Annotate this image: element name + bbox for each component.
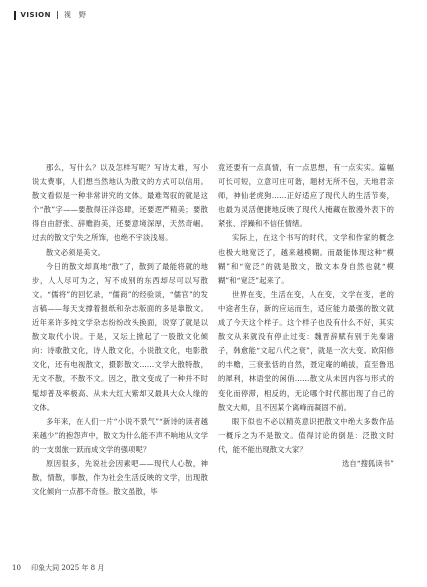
header-subsection: 视 野 [63, 11, 87, 19]
paragraph: 实际上，在这个书写的时代，文学和作家的概念也极大地宽泛了，越来越模糊。而最能体现这种“模糊”和“宽泛”的就是散文，散文本身自然也就“模糊”和“宽泛”起来了。 [218, 233, 394, 285]
paragraph: 多年来，在人们一片“小说不景气”“新诗的读者越来越少”的抱怨声中，散文为什么能不声不响地从文学的一支弱旅一跃而成文学的强项呢？ [32, 416, 208, 454]
right-column [218, 161, 394, 471]
running-header [14, 9, 86, 21]
paragraph: 散文必须是美文。 [46, 247, 106, 257]
paragraph: 今日的散文却真地“散”了，散到了最能将就的地步，人人尽可为之，写不成别的东西却尽可以写散文。“儒将”的回忆录，“儒商”的经验谈，“儒官”的发言稿——每天支撑着报纸和杂志版面的多是靠散文。近年来许多纯文学杂志纷纷改头换面，说穿了就是以散文取代小说。于是，又坛上掀起了一股散文化倾向：诗歌散文化，诗人散文化，小说散文化，电影散文化，还有电视散文，摄影散文……文学大散特散，无文不散，不散不文。因之，散文变成了一种并不时髦却普及率极高、从未大红大紫却又最具大众人缘的文体。 [32, 261, 208, 412]
header-section: VISION [20, 11, 51, 19]
left-column [32, 161, 208, 499]
paragraph: 原因很多，先说社会因素吧——现代人心散，神散，情散，事散，作为社会生活反映的文学，出现散文化倾向一点都不奇怪。散文虽散，毕 [32, 458, 208, 497]
paragraph: 眼下似也不必以精英意识把散文中绝大多数作品一概斥之为不是散文。值得讨论的倒是：泛散文时代，能不能出现散文大家？ [218, 416, 394, 454]
paragraph: 那么，写什么？以及怎样写呢？写诗太难，写小说太费事，人们想当然地认为散文的方式可以信用。散文看似是一种非常讲究的文体。最难驾驭的就是这个“散”字——要散得汪洋恣肆，还要逻严精美；要散得自由舒张、辞赡韵美，还要意境深厚，天然奇崛。过去的散文宁失之所饰，也绝不宇淡浅易。 [32, 163, 208, 243]
header-rule [14, 11, 16, 20]
page-number: 10 [12, 564, 21, 572]
magazine-issue: 印象大同 2025 年 8 月 [31, 564, 105, 572]
paragraph: 竟还要有一点真情，有一点思想，有一点实实。篇幅可长可短，立意可庄可谐，题材无所不包，天地君亲师，神仙老虎狗……正好适应了现代人的生活节奏，也最为灵活便捷地反映了现代人掩藏在散漫外表下的紧张、浮躁和不信任情绪。 [218, 163, 394, 229]
header-divider [57, 11, 58, 19]
source-attribution: 选自“搜狐读书” [341, 458, 394, 468]
paragraph: 世界在变，生活在变，人在变，文学在变，老的中途者生存，新的应运而生，适应能力最强的散文就成了今天这个样子。这个样子也没有什么不好，其实散文从来就没有停止过变：魏晋辞赋有别于先秦诸子，韩愈能“文起八代之衰”，就是一次大变。欧阳修的丰赡，三衰张恬的自然，聂定庵的峭拔，直至鲁迅的犀利，林语堂的闲俏……散文从未因内容与形式的变化而停滞，相反的，无论哪个时代都出现了自己的散文大师，且不因某个离峰而凝固不前。 [218, 289, 394, 412]
page-footer [12, 563, 104, 573]
